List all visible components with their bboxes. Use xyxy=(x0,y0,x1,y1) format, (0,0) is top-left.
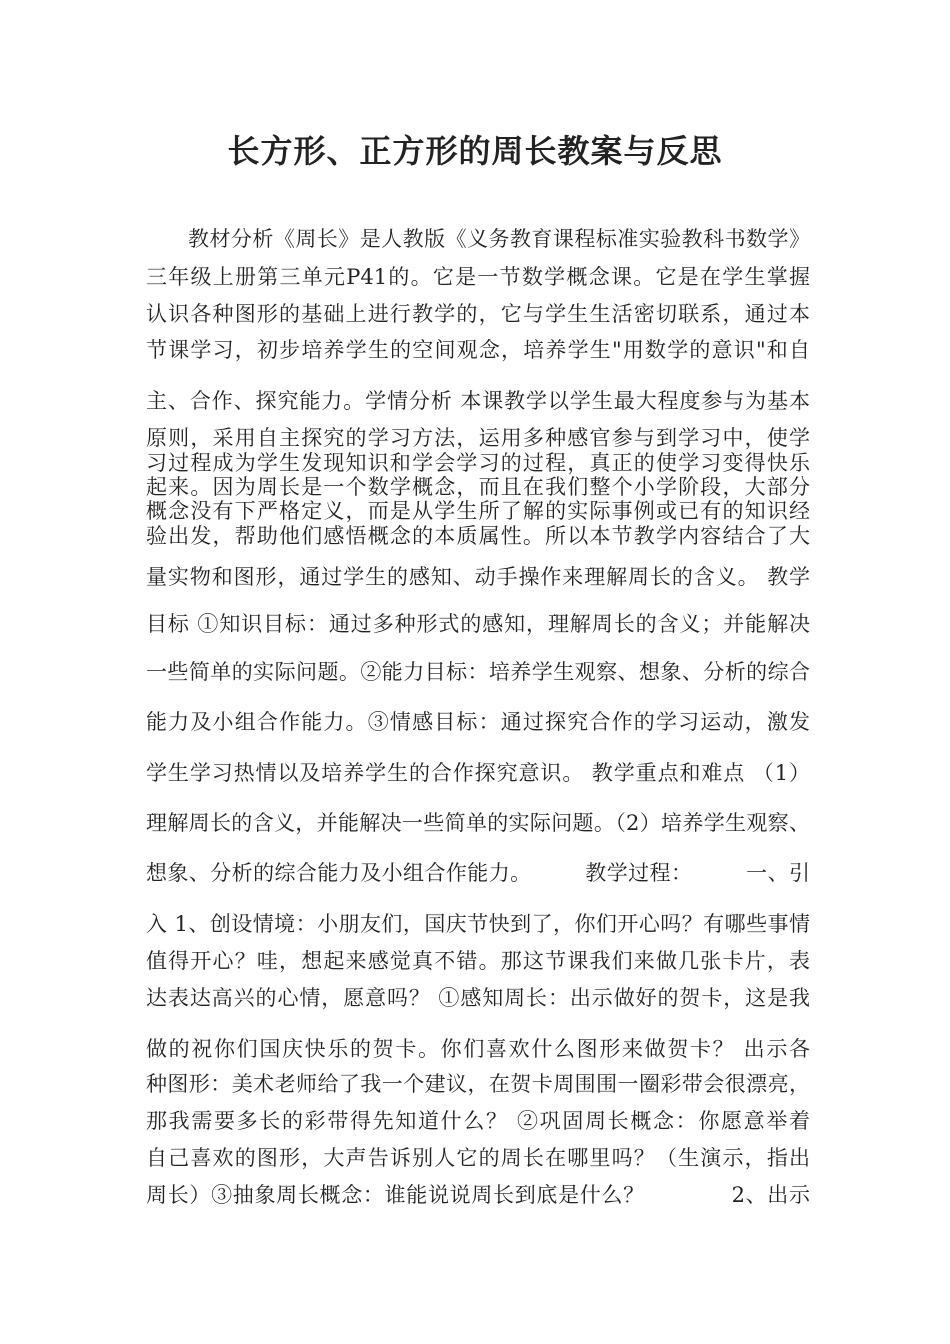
document-title: 长方形、正方形的周长教案与反思 xyxy=(227,132,723,170)
paragraph-line-18: 入 1、创设情境：小朋友们，国庆节快到了，你们开心吗？有哪些事情 xyxy=(146,912,810,936)
paragraph-line-10: 验出发，帮助他们感悟概念的本质属性。所以本节教学内容结合了大 xyxy=(146,524,810,548)
paragraph-line-6: 原则，采用自主探究的学习方法，运用多种感官参与到学习中，使学 xyxy=(146,426,810,450)
paragraph-line-11: 量实物和图形，通过学生的感知、动手操作来理解周长的含义。 教学 xyxy=(146,565,810,589)
paragraph-line-17: 想象、分析的综合能力及小组合作能力。 教学过程： 一、引 xyxy=(146,861,810,885)
paragraph-line-7: 习过程成为学生发现知识和学会学习的过程，真正的使学习变得快乐 xyxy=(146,451,810,475)
paragraph-line-24: 自己喜欢的图形，大声告诉别人它的周长在哪里吗？（生演示，指出 xyxy=(146,1146,810,1170)
paragraph-line-2: 三年级上册第三单元P41的。它是一节数学概念课。它是在学生掌握 xyxy=(146,265,810,289)
paragraph-line-4: 节课学习，初步培养学生的空间观念，培养学生"用数学的意识"和自 xyxy=(146,338,810,362)
paragraph-line-19: 值得开心？哇，想起来感觉真不错。那这节课我们来做几张卡片，表 xyxy=(146,949,810,973)
paragraph-line-8: 起来。因为周长是一个数学概念，而且在我们整个小学阶段，大部分 xyxy=(146,475,810,499)
paragraph-line-15: 学生学习热情以及培养学生的合作探究意识。 教学重点和难点 （1） xyxy=(146,761,810,785)
paragraph-line-12: 目标 ①知识目标：通过多种形式的感知，理解周长的含义；并能解决 xyxy=(146,612,810,636)
paragraph-line-21: 做的祝你们国庆快乐的贺卡。你们喜欢什么图形来做贺卡？ 出示各 xyxy=(146,1037,810,1061)
paragraph-line-9: 概念没有下严格定义，而是从学生所了解的实际事例或已有的知识经 xyxy=(146,499,810,523)
paragraph-line-14: 能力及小组合作能力。③情感目标：通过探究合作的学习运动，激发 xyxy=(146,710,810,734)
paragraph-line-5: 主、合作、探究能力。学情分析 本课教学以学生最大程度参与为基本 xyxy=(146,389,810,413)
paragraph-line-25: 周长）③抽象周长概念：谁能说说周长到底是什么？ 2、出示 xyxy=(146,1183,810,1207)
paragraph-line-20: 达表达高兴的心情，愿意吗？ ①感知周长：出示做好的贺卡，这是我 xyxy=(146,986,810,1010)
paragraph-line-3: 认识各种图形的基础上进行教学的，它与学生生活密切联系，通过本 xyxy=(146,302,810,326)
paragraph-line-1: 教材分析《周长》是人教版《义务教育课程标准实验教科书数学》 xyxy=(188,227,810,251)
paragraph-line-22: 种图形：美术老师给了我一个建议，在贺卡周围围一圈彩带会很漂亮， xyxy=(146,1072,810,1096)
paragraph-line-16: 理解周长的含义，并能解决一些简单的实际问题。（2）培养学生观察、 xyxy=(146,811,810,835)
paragraph-line-23: 那我需要多长的彩带得先知道什么？ ②巩固周长概念：你愿意举着 xyxy=(146,1109,810,1133)
paragraph-line-13: 一些简单的实际问题。②能力目标：培养学生观察、想象、分析的综合 xyxy=(146,660,810,684)
